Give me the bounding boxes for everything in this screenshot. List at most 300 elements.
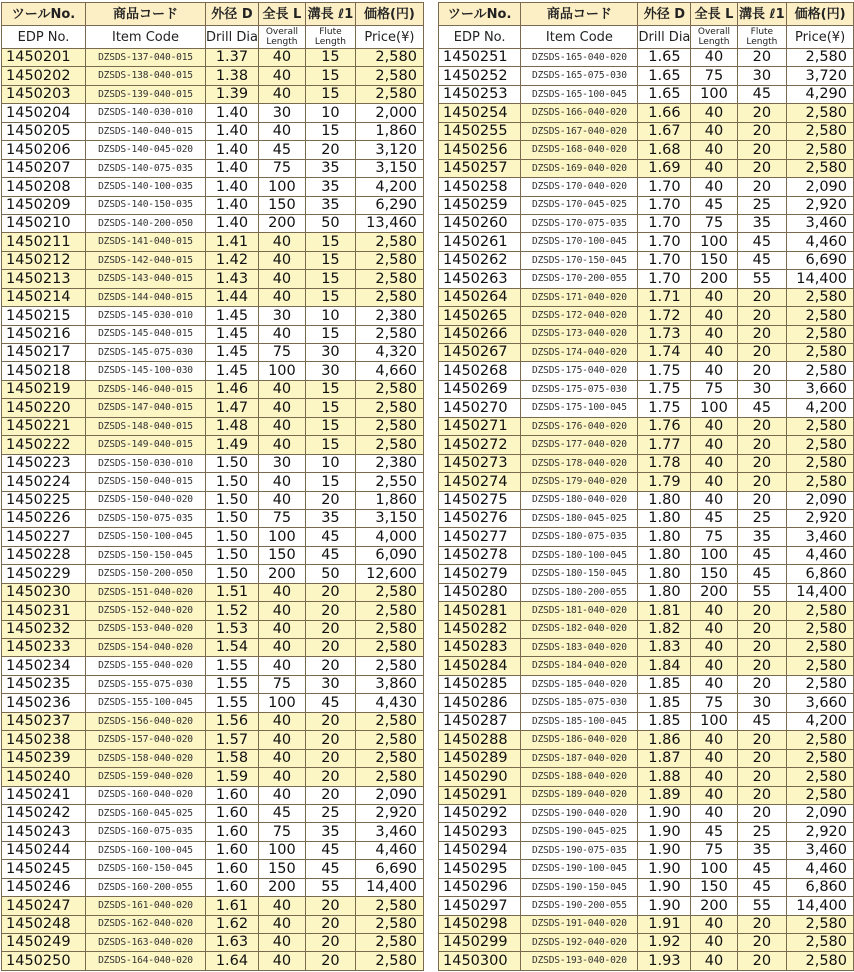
item-code-cell: DZSDS-184-040-020: [521, 657, 638, 675]
drill-dia-cell: 1.58: [206, 749, 259, 767]
header-length-en: Overall Length: [258, 26, 305, 49]
overall-length-cell: 40: [258, 288, 305, 306]
flute-length-cell: 35: [305, 509, 355, 527]
overall-length-cell: 40: [691, 436, 737, 454]
flute-length-cell: 20: [737, 639, 787, 657]
edp-cell: 1450216: [2, 325, 86, 343]
item-code-cell: DZSDS-174-040-020: [521, 344, 638, 362]
item-code-cell: DZSDS-162-040-020: [86, 915, 206, 933]
header-flute-en: Flute Length: [737, 26, 787, 49]
edp-cell: 1450229: [2, 565, 86, 583]
drill-dia-cell: 1.50: [206, 565, 259, 583]
drill-dia-cell: 1.54: [206, 639, 259, 657]
edp-cell: 1450254: [439, 104, 521, 122]
flute-length-cell: 20: [305, 934, 355, 952]
drill-dia-cell: 1.63: [206, 934, 259, 952]
drill-dia-cell: 1.70: [638, 178, 691, 196]
price-cell: 3,150: [355, 509, 423, 527]
table-row: [439, 362, 854, 380]
flute-length-cell: 15: [305, 85, 355, 103]
overall-length-cell: 40: [258, 233, 305, 251]
edp-cell: 1450291: [439, 786, 521, 804]
table-row: [2, 841, 424, 859]
overall-length-cell: 40: [258, 491, 305, 509]
price-cell: 14,400: [355, 878, 423, 896]
drill-dia-cell: 1.40: [206, 196, 259, 214]
overall-length-cell: 45: [258, 804, 305, 822]
flute-length-cell: 35: [737, 214, 787, 232]
price-cell: 2,580: [355, 583, 423, 601]
drill-dia-cell: 1.91: [638, 915, 691, 933]
header-price-en: Price(¥): [787, 26, 854, 49]
item-code-cell: DZSDS-154-040-020: [86, 639, 206, 657]
edp-cell: 1450252: [439, 67, 521, 85]
drill-dia-cell: 1.70: [638, 270, 691, 288]
drill-dia-cell: 1.50: [206, 454, 259, 472]
flute-length-cell: 20: [305, 141, 355, 159]
price-cell: 2,580: [787, 675, 854, 693]
overall-length-cell: 75: [258, 823, 305, 841]
flute-length-cell: 20: [305, 952, 355, 970]
header-price-en: Price(¥): [355, 26, 423, 49]
overall-length-cell: 100: [691, 712, 737, 730]
edp-cell: 1450203: [2, 85, 86, 103]
edp-cell: 1450293: [439, 823, 521, 841]
edp-cell: 1450244: [2, 841, 86, 859]
price-cell: 2,580: [355, 288, 423, 306]
price-cell: 4,460: [787, 860, 854, 878]
edp-cell: 1450288: [439, 731, 521, 749]
item-code-cell: DZSDS-180-045-025: [521, 509, 638, 527]
drill-dia-cell: 1.60: [206, 841, 259, 859]
table-row: [439, 823, 854, 841]
flute-length-cell: 20: [305, 768, 355, 786]
item-code-cell: DZSDS-147-040-015: [86, 399, 206, 417]
header-flute-jp: 溝長 ℓ1: [305, 3, 355, 26]
drill-dia-cell: 1.71: [638, 288, 691, 306]
edp-cell: 1450230: [2, 583, 86, 601]
overall-length-cell: 40: [258, 731, 305, 749]
table-row: [439, 288, 854, 306]
edp-cell: 1450202: [2, 67, 86, 85]
overall-length-cell: 40: [691, 178, 737, 196]
edp-cell: 1450266: [439, 325, 521, 343]
edp-cell: 1450261: [439, 233, 521, 251]
overall-length-cell: 40: [258, 436, 305, 454]
overall-length-cell: 75: [258, 159, 305, 177]
edp-cell: 1450267: [439, 344, 521, 362]
table-row: [2, 860, 424, 878]
item-code-cell: DZSDS-152-040-020: [86, 602, 206, 620]
item-code-cell: DZSDS-155-075-030: [86, 675, 206, 693]
table-row: [439, 85, 854, 103]
table-row: [439, 454, 854, 472]
overall-length-cell: 200: [258, 878, 305, 896]
flute-length-cell: 15: [305, 122, 355, 140]
item-code-cell: DZSDS-173-040-020: [521, 325, 638, 343]
table-row: [2, 897, 424, 915]
price-cell: 2,920: [787, 196, 854, 214]
header-code-en: Item Code: [521, 26, 638, 49]
flute-length-cell: 45: [305, 528, 355, 546]
table-row: [2, 712, 424, 730]
overall-length-cell: 40: [691, 159, 737, 177]
drill-dia-cell: 1.41: [206, 233, 259, 251]
item-code-cell: DZSDS-155-100-045: [86, 694, 206, 712]
drill-dia-cell: 1.72: [638, 307, 691, 325]
drill-dia-cell: 1.90: [638, 841, 691, 859]
edp-cell: 1450224: [2, 473, 86, 491]
edp-cell: 1450292: [439, 804, 521, 822]
flute-length-cell: 20: [737, 325, 787, 343]
table-row: [439, 251, 854, 269]
overall-length-cell: 150: [258, 860, 305, 878]
edp-cell: 1450271: [439, 417, 521, 435]
drill-dia-cell: 1.87: [638, 749, 691, 767]
flute-length-cell: 30: [305, 362, 355, 380]
flute-length-cell: 20: [305, 602, 355, 620]
edp-cell: 1450251: [439, 49, 521, 67]
item-code-cell: DZSDS-177-040-020: [521, 436, 638, 454]
edp-cell: 1450210: [2, 214, 86, 232]
item-code-cell: DZSDS-165-100-045: [521, 85, 638, 103]
price-cell: 6,290: [355, 196, 423, 214]
item-code-cell: DZSDS-170-100-045: [521, 233, 638, 251]
item-code-cell: DZSDS-140-150-035: [86, 196, 206, 214]
flute-length-cell: 20: [737, 307, 787, 325]
price-cell: 2,580: [355, 915, 423, 933]
edp-cell: 1450286: [439, 694, 521, 712]
item-code-cell: DZSDS-185-075-030: [521, 694, 638, 712]
price-cell: 14,400: [787, 583, 854, 601]
price-cell: 2,580: [787, 602, 854, 620]
table-row: [2, 196, 424, 214]
overall-length-cell: 40: [691, 804, 737, 822]
overall-length-cell: 200: [691, 270, 737, 288]
overall-length-cell: 40: [691, 307, 737, 325]
overall-length-cell: 40: [258, 417, 305, 435]
flute-length-cell: 45: [305, 546, 355, 564]
edp-cell: 1450278: [439, 546, 521, 564]
drill-dia-cell: 1.45: [206, 362, 259, 380]
overall-length-cell: 75: [691, 694, 737, 712]
flute-length-cell: 20: [737, 288, 787, 306]
edp-cell: 1450238: [2, 731, 86, 749]
table-row: [439, 49, 854, 67]
item-code-cell: DZSDS-167-040-020: [521, 122, 638, 140]
table-row: [2, 178, 424, 196]
drill-dia-cell: 1.50: [206, 546, 259, 564]
flute-length-cell: 35: [737, 528, 787, 546]
overall-length-cell: 40: [258, 749, 305, 767]
flute-length-cell: 55: [305, 878, 355, 896]
edp-cell: 1450248: [2, 915, 86, 933]
overall-length-cell: 100: [691, 546, 737, 564]
edp-cell: 1450214: [2, 288, 86, 306]
price-cell: 2,580: [355, 233, 423, 251]
flute-length-cell: 20: [737, 768, 787, 786]
table-row: [2, 141, 424, 159]
table-row: [439, 178, 854, 196]
edp-cell: 1450283: [439, 639, 521, 657]
table-row: [439, 196, 854, 214]
overall-length-cell: 40: [258, 583, 305, 601]
item-code-cell: DZSDS-142-040-015: [86, 251, 206, 269]
overall-length-cell: 40: [691, 952, 737, 970]
price-cell: 2,580: [787, 325, 854, 343]
price-cell: 4,320: [355, 344, 423, 362]
overall-length-cell: 40: [258, 915, 305, 933]
overall-length-cell: 100: [691, 233, 737, 251]
table-row: [439, 122, 854, 140]
price-cell: 2,580: [355, 620, 423, 638]
overall-length-cell: 40: [258, 85, 305, 103]
edp-cell: 1450207: [2, 159, 86, 177]
table-row: [2, 528, 424, 546]
item-code-cell: DZSDS-140-030-010: [86, 104, 206, 122]
flute-length-cell: 20: [737, 731, 787, 749]
edp-cell: 1450222: [2, 436, 86, 454]
flute-length-cell: 30: [737, 380, 787, 398]
flute-length-cell: 20: [737, 122, 787, 140]
drill-dia-cell: 1.86: [638, 731, 691, 749]
overall-length-cell: 40: [258, 251, 305, 269]
flute-length-cell: 20: [737, 178, 787, 196]
price-cell: 2,090: [355, 786, 423, 804]
overall-length-cell: 30: [258, 104, 305, 122]
item-code-cell: DZSDS-171-040-020: [521, 288, 638, 306]
edp-cell: 1450211: [2, 233, 86, 251]
item-code-cell: DZSDS-140-040-015: [86, 122, 206, 140]
overall-length-cell: 40: [691, 731, 737, 749]
header-dia-en: Drill Dia: [638, 26, 691, 49]
flute-length-cell: 20: [737, 675, 787, 693]
table-row: [2, 583, 424, 601]
price-cell: 4,000: [355, 528, 423, 546]
price-cell: 2,580: [355, 602, 423, 620]
item-code-cell: DZSDS-153-040-020: [86, 620, 206, 638]
drill-dia-cell: 1.60: [206, 804, 259, 822]
flute-length-cell: 20: [737, 344, 787, 362]
flute-length-cell: 35: [305, 823, 355, 841]
table-row: [2, 104, 424, 122]
overall-length-cell: 45: [691, 196, 737, 214]
drill-dia-cell: 1.50: [206, 473, 259, 491]
price-cell: 2,580: [787, 159, 854, 177]
overall-length-cell: 75: [691, 528, 737, 546]
price-cell: 2,580: [787, 952, 854, 970]
item-code-cell: DZSDS-140-075-035: [86, 159, 206, 177]
drill-dia-cell: 1.48: [206, 417, 259, 435]
item-code-cell: DZSDS-137-040-015: [86, 49, 206, 67]
edp-cell: 1450269: [439, 380, 521, 398]
drill-dia-cell: 1.53: [206, 620, 259, 638]
drill-dia-cell: 1.50: [206, 509, 259, 527]
edp-cell: 1450259: [439, 196, 521, 214]
drill-dia-cell: 1.83: [638, 639, 691, 657]
price-table-left: [1, 2, 424, 971]
overall-length-cell: 40: [691, 749, 737, 767]
header-length-en: Overall Length: [691, 26, 737, 49]
table-row: [2, 878, 424, 896]
drill-dia-cell: 1.80: [638, 565, 691, 583]
drill-dia-cell: 1.40: [206, 178, 259, 196]
price-cell: 2,580: [787, 731, 854, 749]
table-row: [2, 85, 424, 103]
drill-dia-cell: 1.40: [206, 122, 259, 140]
flute-length-cell: 20: [305, 639, 355, 657]
drill-dia-cell: 1.50: [206, 528, 259, 546]
item-code-cell: DZSDS-170-200-055: [521, 270, 638, 288]
flute-length-cell: 20: [737, 786, 787, 804]
flute-length-cell: 15: [305, 270, 355, 288]
table-row: [2, 620, 424, 638]
price-cell: 2,580: [787, 104, 854, 122]
price-cell: 2,580: [787, 49, 854, 67]
table-row: [439, 657, 854, 675]
table-row: [439, 583, 854, 601]
item-code-cell: DZSDS-175-075-030: [521, 380, 638, 398]
edp-cell: 1450220: [2, 399, 86, 417]
price-cell: 3,660: [787, 694, 854, 712]
flute-length-cell: 45: [737, 860, 787, 878]
flute-length-cell: 20: [737, 620, 787, 638]
price-cell: 6,690: [355, 860, 423, 878]
item-code-cell: DZSDS-138-040-015: [86, 67, 206, 85]
flute-length-cell: 20: [737, 104, 787, 122]
item-code-cell: DZSDS-165-075-030: [521, 67, 638, 85]
edp-cell: 1450213: [2, 270, 86, 288]
flute-length-cell: 15: [305, 436, 355, 454]
header-price-jp: 価格(円): [787, 3, 854, 26]
drill-dia-cell: 1.70: [638, 251, 691, 269]
table-row: [2, 768, 424, 786]
table-row: [439, 546, 854, 564]
drill-dia-cell: 1.69: [638, 159, 691, 177]
flute-length-cell: 55: [737, 583, 787, 601]
header-code-en: Item Code: [86, 26, 206, 49]
drill-dia-cell: 1.55: [206, 657, 259, 675]
table-row: [2, 934, 424, 952]
table-row: [2, 362, 424, 380]
drill-dia-cell: 1.80: [638, 509, 691, 527]
flute-length-cell: 45: [737, 565, 787, 583]
table-row: [439, 915, 854, 933]
overall-length-cell: 40: [258, 325, 305, 343]
edp-cell: 1450260: [439, 214, 521, 232]
item-code-cell: DZSDS-170-075-035: [521, 214, 638, 232]
edp-cell: 1450255: [439, 122, 521, 140]
table-row: [439, 565, 854, 583]
item-code-cell: DZSDS-190-075-035: [521, 841, 638, 859]
flute-length-cell: 20: [305, 897, 355, 915]
overall-length-cell: 200: [691, 583, 737, 601]
item-code-cell: DZSDS-155-040-020: [86, 657, 206, 675]
flute-length-cell: 45: [305, 841, 355, 859]
item-code-cell: DZSDS-145-075-030: [86, 344, 206, 362]
table-row: [2, 67, 424, 85]
item-code-cell: DZSDS-165-040-020: [521, 49, 638, 67]
edp-cell: 1450275: [439, 491, 521, 509]
edp-cell: 1450246: [2, 878, 86, 896]
price-cell: 6,690: [787, 251, 854, 269]
edp-cell: 1450225: [2, 491, 86, 509]
edp-cell: 1450287: [439, 712, 521, 730]
drill-dia-cell: 1.49: [206, 436, 259, 454]
overall-length-cell: 100: [258, 362, 305, 380]
drill-dia-cell: 1.85: [638, 694, 691, 712]
table-row: [2, 159, 424, 177]
drill-dia-cell: 1.79: [638, 473, 691, 491]
overall-length-cell: 40: [691, 620, 737, 638]
drill-dia-cell: 1.40: [206, 214, 259, 232]
price-cell: 2,580: [787, 344, 854, 362]
flute-length-cell: 45: [305, 694, 355, 712]
item-code-cell: DZSDS-166-040-020: [521, 104, 638, 122]
flute-length-cell: 20: [737, 49, 787, 67]
item-code-cell: DZSDS-192-040-020: [521, 934, 638, 952]
edp-cell: 1450208: [2, 178, 86, 196]
edp-cell: 1450218: [2, 362, 86, 380]
overall-length-cell: 100: [691, 399, 737, 417]
flute-length-cell: 25: [737, 823, 787, 841]
edp-cell: 1450245: [2, 860, 86, 878]
flute-length-cell: 20: [737, 934, 787, 952]
flute-length-cell: 15: [305, 288, 355, 306]
drill-dia-cell: 1.81: [638, 602, 691, 620]
drill-dia-cell: 1.65: [638, 85, 691, 103]
flute-length-cell: 20: [737, 141, 787, 159]
overall-length-cell: 40: [691, 325, 737, 343]
item-code-cell: DZSDS-181-040-020: [521, 602, 638, 620]
header-flute-jp: 溝長 ℓ1: [737, 3, 787, 26]
item-code-cell: DZSDS-160-075-035: [86, 823, 206, 841]
flute-length-cell: 45: [737, 712, 787, 730]
header-flute-en: Flute Length: [305, 26, 355, 49]
edp-cell: 1450290: [439, 768, 521, 786]
drill-dia-cell: 1.64: [206, 952, 259, 970]
price-cell: 4,200: [355, 178, 423, 196]
price-cell: 2,580: [787, 639, 854, 657]
flute-length-cell: 30: [737, 694, 787, 712]
price-cell: 3,460: [787, 841, 854, 859]
price-cell: 2,580: [787, 786, 854, 804]
overall-length-cell: 40: [691, 491, 737, 509]
drill-dia-cell: 1.78: [638, 454, 691, 472]
price-cell: 2,580: [787, 122, 854, 140]
item-code-cell: DZSDS-178-040-020: [521, 454, 638, 472]
table-row: [2, 731, 424, 749]
drill-dia-cell: 1.45: [206, 307, 259, 325]
price-cell: 13,460: [355, 214, 423, 232]
table-row: [439, 952, 854, 970]
table-row: [439, 307, 854, 325]
price-cell: 14,400: [787, 270, 854, 288]
flute-length-cell: 45: [305, 860, 355, 878]
table-row: [439, 804, 854, 822]
table-row: [439, 325, 854, 343]
item-code-cell: DZSDS-164-040-020: [86, 952, 206, 970]
overall-length-cell: 40: [258, 639, 305, 657]
overall-length-cell: 75: [691, 67, 737, 85]
price-cell: 2,580: [787, 768, 854, 786]
flute-length-cell: 30: [737, 67, 787, 85]
flute-length-cell: 20: [305, 491, 355, 509]
edp-cell: 1450233: [2, 639, 86, 657]
price-cell: 4,460: [355, 841, 423, 859]
table-row: [2, 786, 424, 804]
header-edp-jp: ツールNo.: [439, 3, 521, 26]
